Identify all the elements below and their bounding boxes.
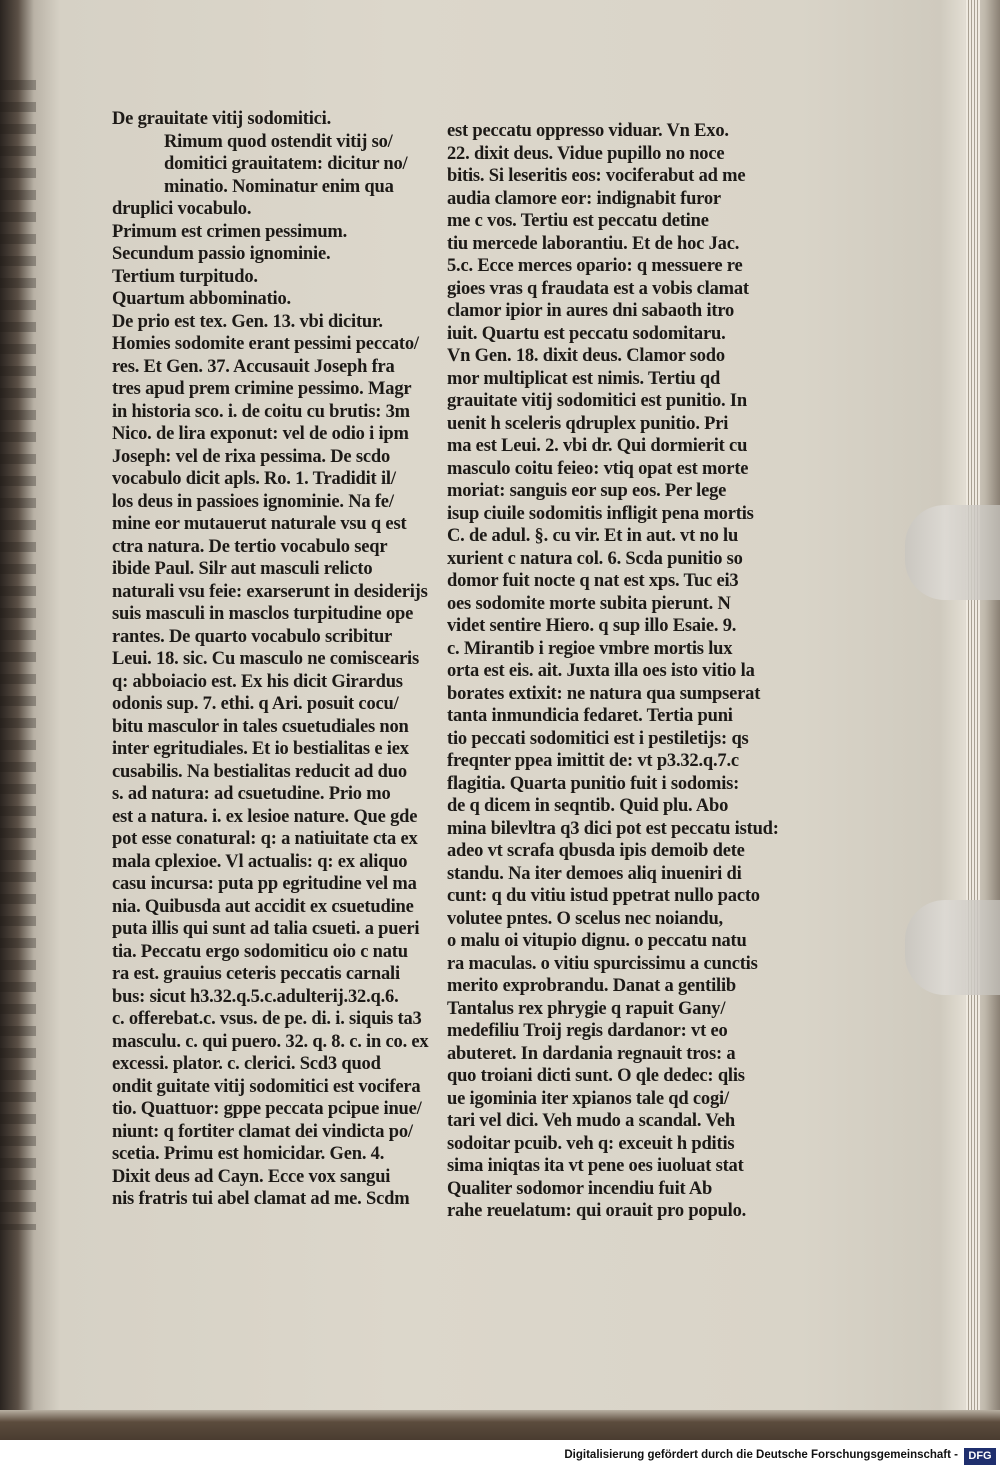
- footer: [0, 1440, 1000, 1475]
- text-line: clamor ipior in aures dni sabaoth itro: [447, 301, 735, 321]
- text-line: medefiliu Troij regis dardanor: vt eo: [447, 1021, 728, 1041]
- text-line: Homies sodomite erant pessimi peccato/: [112, 334, 419, 354]
- text-line: C. de adul. §. cu vir. Et in aut. vt no lu: [447, 526, 739, 546]
- book-cover-edge: [0, 1410, 1000, 1440]
- right-text-column: [447, 120, 792, 1223]
- text-line: inter egritudiales. Et io bestialitas e iex: [112, 739, 409, 759]
- text-line: orta est eis. ait. Juxta illa oes isto vitio la: [447, 661, 755, 681]
- text-line: in historia sco. i. de coitu cu brutis: 3m: [112, 401, 410, 422]
- text-line: s. ad natura: ad csuetudine. Prio mo: [112, 784, 391, 804]
- text-line: o malu oi vitupio dignu. o peccatu natu: [447, 931, 747, 951]
- text-line: tia. Peccatu ergo sodomiticu oio c natu: [112, 941, 408, 962]
- previous-page-edge: [0, 80, 36, 1230]
- text-line: Qualiter sodomor incendiu fuit Ab: [447, 1178, 713, 1199]
- text-line: me c vos. Tertiu est peccatu detine: [447, 211, 709, 231]
- text-line: Vn Gen. 18. dixit deus. Clamor sodo: [447, 346, 725, 366]
- text-line: suis masculi in masclos turpitudine ope: [112, 604, 414, 624]
- text-line: bitu masculor in tales csuetudiales non: [112, 716, 409, 737]
- text-line: bitis. Si leseritis eos: vociferabut ad me: [447, 166, 746, 186]
- text-line: tari vel dici. Veh mudo a scandal. Veh: [447, 1111, 735, 1131]
- text-line: Primum est crimen pessimum.: [112, 221, 348, 242]
- text-line: Nico. de lira exponut: vel de odio i ipm: [112, 424, 409, 444]
- text-line: res. Et Gen. 37. Accusauit Joseph fra: [112, 356, 395, 377]
- text-line: quo troiani dicti sunt. O qle dedec: qlis: [447, 1066, 745, 1086]
- text-line: gioes vras q fraudata est a vobis clamat: [447, 278, 749, 299]
- text-line: sima iniqtas ita vt pene oes iuoluat stat: [447, 1156, 744, 1176]
- text-line: masculu. c. qui puero. 32. q. 8. c. in co. ex: [112, 1031, 429, 1052]
- text-line: abuteret. In dardania regnauit tros: a: [447, 1043, 736, 1064]
- text-line: volutee pntes. O scelus nec noiandu,: [447, 908, 723, 929]
- text-line: De prio est tex. Gen. 13. vbi dicitur.: [112, 311, 383, 332]
- text-line: moriat: sanguis eor sup eos. Per lege: [447, 481, 727, 501]
- text-line: niunt: q fortiter clamat dei vindicta po/: [112, 1121, 413, 1142]
- text-line: freqnter ppea imittit de: vt p3.32.q.7.c: [447, 751, 739, 771]
- text-line: tiu mercede laborantiu. Et de hoc Jac.: [447, 233, 740, 254]
- text-line: c. Mirantib i regioe vmbre mortis lux: [447, 638, 733, 659]
- text-line: ibide Paul. Silr aut masculi relicto: [112, 559, 373, 579]
- text-line: tres apud prem crimine pessimo. Magr: [112, 379, 412, 399]
- text-line: isup ciuile sodomitis infligit pena mortis: [447, 503, 754, 524]
- text-line: minatio. Nominatur enim qua: [164, 176, 394, 197]
- text-line: 5.c. Ecce merces opario: q messuere re: [447, 256, 743, 276]
- text-line: ue igominia iter xpianos tale qd cogi/: [447, 1088, 729, 1109]
- text-line: casu incursa: puta pp egritudine vel ma: [112, 874, 417, 894]
- text-line: scetia. Primu est homicidar. Gen. 4.: [112, 1144, 385, 1164]
- text-line: ma est Leui. 2. vbi dr. Qui dormierit cu: [447, 436, 748, 456]
- text-line: ra maculas. o vitiu spurcissimu a cunctis: [447, 953, 758, 974]
- text-line: iuit. Quartu est peccatu sodomitaru.: [447, 323, 726, 344]
- text-line: masculo coitu feieo: vtiq opat est morte: [447, 458, 749, 479]
- text-line: ra est. grauius ceteris peccatis carnali: [112, 964, 400, 984]
- text-line: excessi. plator. c. clerici. Scd3 quod: [112, 1054, 381, 1074]
- text-line: los deus in passioes ignominie. Na fe/: [112, 491, 394, 512]
- text-line: pot esse conatural: q: a natiuitate cta ex: [112, 829, 418, 849]
- text-line: Leui. 18. sic. Cu masculo ne comiscearis: [112, 649, 419, 669]
- text-line: mala cplexioe. Vl actualis: q: ex aliquo: [112, 851, 408, 872]
- text-line: de q dicem in seqntib. Quid plu. Abo: [447, 796, 729, 816]
- text-line: druplici vocabulo.: [112, 199, 252, 219]
- text-line: videt sentire Hiero. q sup illo Esaie. 9.: [447, 616, 737, 636]
- text-line: standu. Na iter demoes aliq inueniri di: [447, 863, 742, 884]
- text-line: merito exprobrandu. Danat a gentilib: [447, 976, 736, 996]
- text-line: Tertium turpitudo.: [112, 266, 258, 287]
- text-line: Dixit deus ad Cayn. Ecce vox sangui: [112, 1166, 391, 1187]
- text-line: q: abboiacio est. Ex his dicit Girardus: [112, 671, 403, 692]
- text-line: Joseph: vel de rixa pessima. De scdo: [112, 446, 390, 467]
- text-line: nia. Quibusda aut accidit ex csuetudine: [112, 896, 414, 917]
- text-line: sodoitar pcuib. veh q: exceuit h pditis: [447, 1133, 735, 1154]
- text-line: vocabulo dicit apls. Ro. 1. Tradidit il/: [112, 469, 396, 489]
- text-line: Tantalus rex phrygie q rapuit Gany/: [447, 998, 726, 1019]
- footer-credit: Digitalisierung gefördert durch die Deutsche Forschungsgemeinschaft -: [564, 1449, 958, 1461]
- text-line: flagitia. Quarta punitio fuit i sodomis:: [447, 773, 740, 794]
- left-text-column: [112, 108, 447, 1211]
- text-line: c. offerebat.c. vsus. de pe. di. i. siquis ta3: [112, 1009, 422, 1029]
- text-line: Secundum passio ignominie.: [112, 244, 331, 264]
- text-line: rantes. De quarto vocabulo scribitur: [112, 626, 393, 647]
- text-line: puta illis qui sunt ad talia csueti. a pueri: [112, 919, 420, 939]
- text-line: mor multiplicat est nimis. Tertiu qd: [447, 368, 721, 389]
- scanner-clamp-top: [905, 505, 1000, 600]
- text-line: bus: sicut h3.32.q.5.c.adulterij.32.q.6.: [112, 986, 399, 1007]
- text-line: ondit guitate vitij sodomitici est vocifera: [112, 1076, 421, 1097]
- text-line: domitici grauitatem: dicitur no/: [164, 154, 408, 174]
- text-line: odonis sup. 7. ethi. q Ari. posuit cocu/: [112, 694, 399, 714]
- text-line: grauitate vitij sodomitici est punitio. In: [447, 391, 747, 411]
- text-line: Rimum quod ostendit vitij so/: [164, 131, 393, 152]
- text-line: ctra natura. De tertio vocabulo seqr: [112, 536, 388, 557]
- text-line: Quartum abbominatio.: [112, 289, 291, 309]
- text-line: cunt: q du vitiu istud ppetrat nullo pacto: [447, 886, 760, 906]
- text-line: domor fuit nocte q nat est xps. Tuc ei3: [447, 571, 739, 591]
- text-line: rahe reuelatum: qui orauit pro populo.: [447, 1201, 747, 1221]
- text-line: tanta inmundicia fedaret. Tertia puni: [447, 706, 733, 726]
- text-line: cusabilis. Na bestialitas reducit ad duo: [112, 761, 407, 782]
- text-line: xurient c natura col. 6. Scda punitio so: [447, 548, 743, 569]
- text-line: nis fratris tui abel clamat ad me. Scdm: [112, 1189, 410, 1209]
- text-line: De grauitate vitij sodomitici.: [112, 109, 332, 129]
- text-line: naturali vsu feie: exarserunt in desiderijs: [112, 581, 428, 602]
- dfg-logo: DFG: [964, 1448, 996, 1465]
- text-line: uenit h sceleris qdruplex punitio. Pri: [447, 413, 729, 434]
- text-line: tio peccati sodomitici est i pestiletijs: qs: [447, 728, 749, 749]
- scanner-clamp-bottom: [905, 900, 1000, 995]
- text-line: est peccatu oppresso viduar. Vn Exo.: [447, 121, 729, 141]
- text-line: audia clamore eor: indignabit furor: [447, 188, 721, 209]
- text-line: borates extixit: ne natura qua sumpserat: [447, 683, 761, 704]
- text-line: adeo vt scrafa qbusda ipis demoib dete: [447, 841, 745, 861]
- text-line: tio. Quattuor: gppe peccata pcipue inue/: [112, 1099, 422, 1119]
- text-line: 22. dixit deus. Vidue pupillo no noce: [447, 143, 725, 164]
- text-line: mina bilevltra q3 dici pot est peccatu istud:: [447, 818, 779, 839]
- text-line: est a natura. i. ex lesioe nature. Que gde: [112, 806, 418, 827]
- text-line: mine eor mutauerut naturale vsu q est: [112, 514, 407, 534]
- page-stack-edge: [966, 0, 980, 1410]
- text-line: oes sodomite morte subita pierunt. N: [447, 593, 731, 614]
